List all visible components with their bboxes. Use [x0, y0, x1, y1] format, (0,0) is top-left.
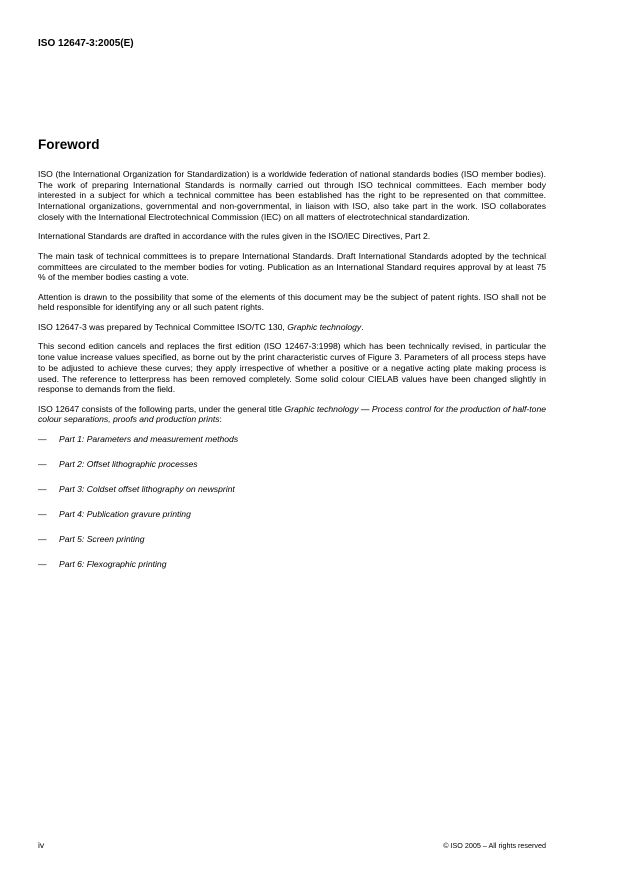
paragraph-parts-intro: [38, 404, 546, 425]
dash-marker: —: [38, 533, 47, 544]
list-item: [38, 534, 546, 559]
parts-intro-text: ISO 12647 consists of the following parts, under the general title: [38, 403, 285, 414]
page-number: iv: [38, 840, 45, 850]
dash-marker: —: [38, 433, 47, 444]
part-label: Part 1: Parameters and measurement methods: [59, 433, 239, 444]
paragraph-iso-intro: ISO (the International Organization for Standardization) is a worldwide federation of national standards bodies (ISO member bodies). The work of preparing International Standards is normally carried out through ISO technical committees. Each member body interested in a subject for which a technical committee has been established has the right to be represented on that committee. International organizations, governmental and non-governmental, in liaison with ISO, also take part in the work. ISO collaborates closely with the International Electrotechnical Commission (IEC) on all matters of electrotechnical standardization.: [38, 169, 546, 222]
list-item: [38, 509, 546, 534]
part-label: Part 3: Coldset offset lithography on newsprint: [59, 483, 235, 494]
prepared-by-end: .: [361, 321, 364, 332]
paragraph-prepared-by: [38, 322, 546, 333]
dash-marker: —: [38, 483, 47, 494]
prepared-by-text: ISO 12647-3 was prepared by Technical Committee ISO/TC 130,: [38, 321, 288, 332]
dash-marker: —: [38, 458, 47, 469]
dash-marker: —: [38, 558, 47, 569]
list-item: [38, 484, 546, 509]
paragraph-edition: This second edition cancels and replaces the first edition (ISO 12467-3:1998) which has been technically revised, in particular the tone value increase values specified, as borne out by the print characteristic curves of Figure 3. Parameters of all process steps have to be adjusted to achieve these curves; they apply irrespective of whether a positive or a negative acting plate making process is used. The reference to letterpress has been removed completely. Some solid colour CIELAB values have been changed slightly in response to demands from the field.: [38, 341, 546, 395]
part-label: Part 5: Screen printing: [59, 533, 145, 544]
part-label: Part 2: Offset lithographic processes: [59, 458, 198, 469]
part-label: Part 6: Flexographic printing: [59, 558, 167, 569]
prepared-by-title: Graphic technology: [287, 321, 362, 332]
foreword-body: [38, 169, 546, 584]
list-item: [38, 559, 546, 584]
list-item: [38, 459, 546, 484]
document-id: ISO 12647-3:2005(E): [38, 38, 134, 49]
list-item: [38, 434, 546, 459]
parts-intro-title: Graphic technology — Process control for the production of half-tone colour separations, proofs and production prints: [38, 403, 547, 425]
paragraph-committees: The main task of technical committees is to prepare International Standards. Draft International Standards adopted by the technical committees are circulated to the member bodies for voting. Publication as an International Standard requires approval by at least 75 % of the member bodies casting a vote.: [38, 250, 546, 283]
copyright-notice: © ISO 2005 – All rights reserved: [443, 841, 546, 850]
paragraph-directives: International Standards are drafted in accordance with the rules given in the ISO/IEC Directives, Part 2.: [38, 231, 431, 242]
paragraph-patents: Attention is drawn to the possibility that some of the elements of this document may be the subject of patent rights. ISO shall not be held responsible for identifying any or all such patent rights.: [38, 291, 546, 313]
parts-list: [38, 434, 546, 584]
parts-intro-end: :: [219, 414, 222, 425]
part-label: Part 4: Publication gravure printing: [59, 508, 191, 519]
dash-marker: —: [38, 508, 47, 519]
page-title: Foreword: [38, 137, 100, 152]
